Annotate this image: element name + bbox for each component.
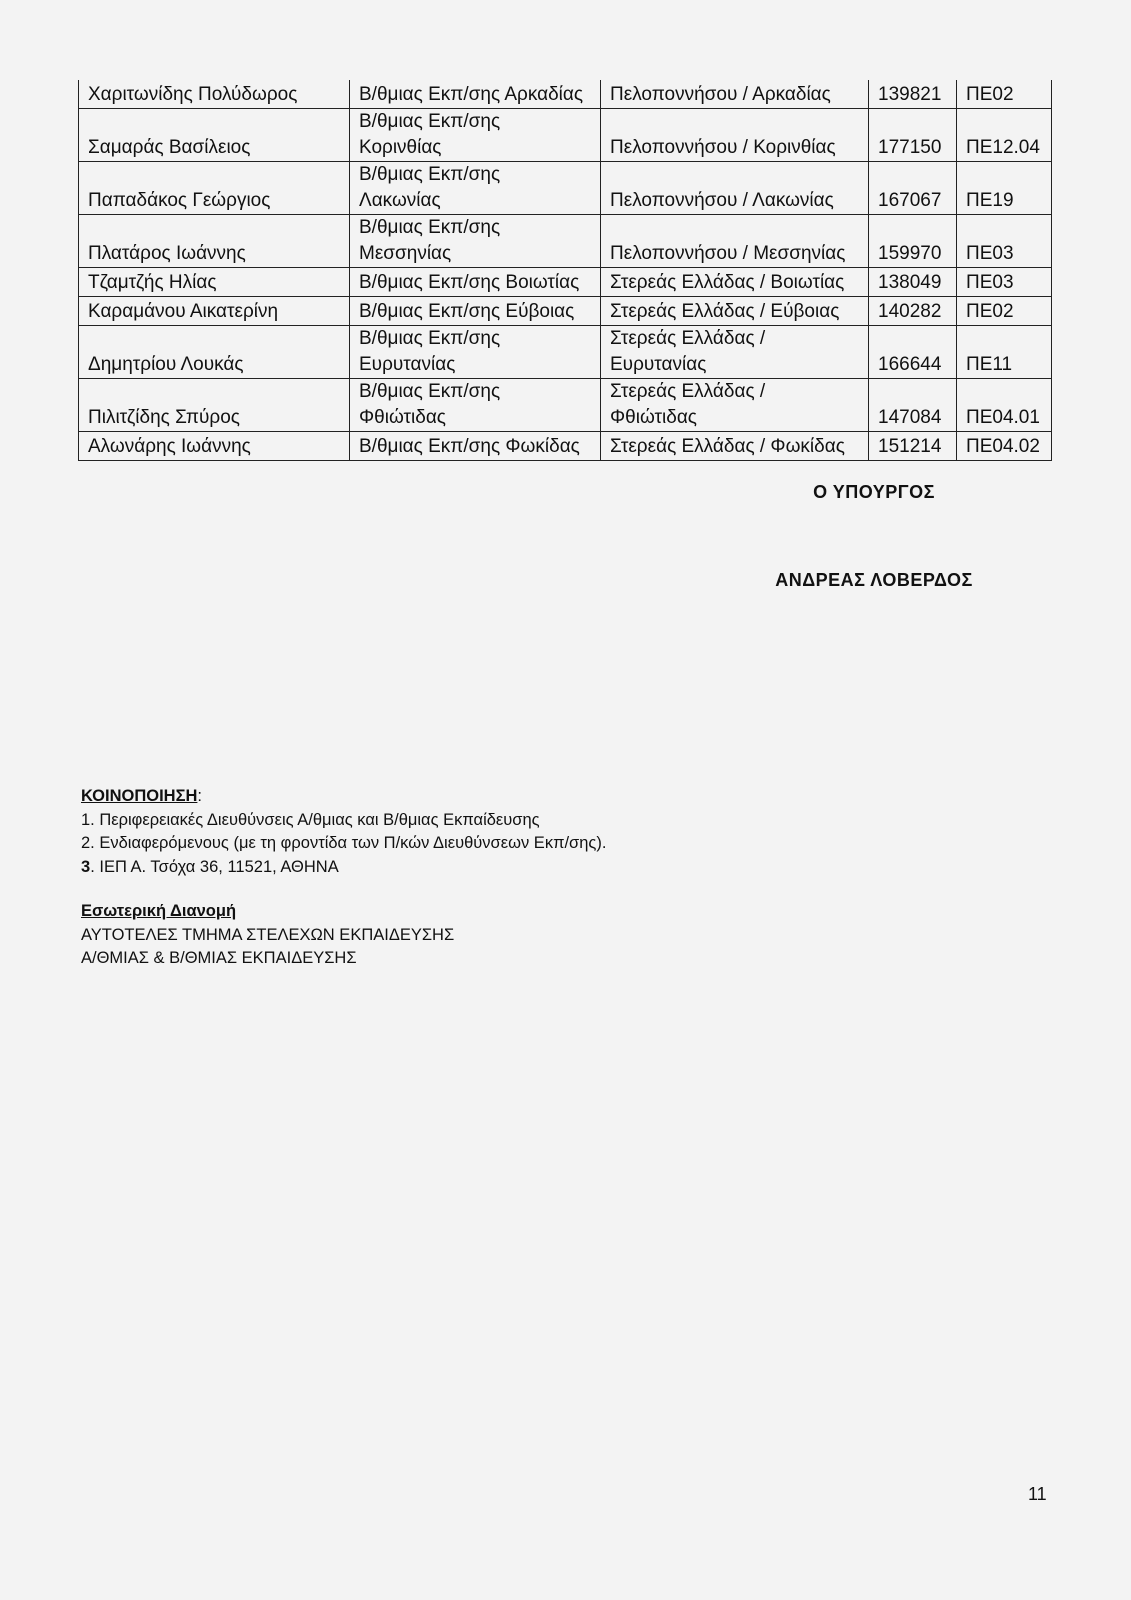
specialty-cell: ΠΕ02 [957,80,1052,109]
region-cell: Στερεάς Ελλάδας / Βοιωτίας [601,268,869,297]
name-cell: Χαριτωνίδης Πολύδωρος [79,80,350,109]
registry-number-cell: 159970 [869,215,957,268]
table-row [79,80,1052,109]
name-cell: Αλωνάρης Ιωάννης [79,432,350,461]
region-cell: Στερεάς Ελλάδας / Ευρυτανίας [601,326,869,379]
notification-item-text: Περιφερειακές Διευθύνσεις Α/θμιας και Β/θμιας Εκπαίδευσης [94,810,540,829]
specialty-cell: ΠΕ19 [957,162,1052,215]
specialty-cell: ΠΕ03 [957,268,1052,297]
internal-distribution-line: ΑΥΤΟΤΕΛΕΣ ΤΜΗΜΑ ΣΤΕΛΕΧΩΝ ΕΚΠΑΙΔΕΥΣΗΣ [81,925,455,944]
table-row [79,326,1052,379]
internal-distribution-block [81,900,454,971]
region-cell: Πελοποννήσου / Μεσσηνίας [601,215,869,268]
notification-item-number: 3 [81,857,91,876]
notification-heading-colon: : [197,787,202,805]
table-row [79,215,1052,268]
specialty-cell: ΠΕ02 [957,297,1052,326]
registry-number-cell: 151214 [869,432,957,461]
directorate-cell: Β/θμιας Εκπ/σης Βοιωτίας [350,268,601,297]
notification-item [81,832,606,856]
table-row [79,268,1052,297]
registry-number-cell: 177150 [869,109,957,162]
signatory-title: Ο ΥΠΟΥΡΓΟΣ [813,482,935,502]
internal-distribution-heading: Εσωτερική Διανομή [81,902,237,920]
specialty-cell: ΠΕ03 [957,215,1052,268]
name-cell: Πιλιτζίδης Σπύρος [79,379,350,432]
internal-distribution-heading-line [81,900,454,924]
region-cell: Στερεάς Ελλάδας / Φθιώτιδας [601,379,869,432]
directorate-cell: Β/θμιας Εκπ/σης Μεσσηνίας [350,215,601,268]
directorate-cell: Β/θμιας Εκπ/σης Κορινθίας [350,109,601,162]
notification-block [81,785,606,879]
notification-item [81,856,606,880]
registry-number-cell: 147084 [869,379,957,432]
notification-heading: ΚΟΙΝΟΠΟΙΗΣΗ [81,787,198,805]
specialty-cell: ΠΕ04.01 [957,379,1052,432]
specialty-cell: ΠΕ12.04 [957,109,1052,162]
name-cell: Δημητρίου Λουκάς [79,326,350,379]
region-cell: Πελοποννήσου / Λακωνίας [601,162,869,215]
table-row [79,432,1052,461]
region-cell: Στερεάς Ελλάδας / Εύβοιας [601,297,869,326]
region-cell: Πελοποννήσου / Κορινθίας [601,109,869,162]
directorate-cell: Β/θμιας Εκπ/σης Εύβοιας [350,297,601,326]
directorate-cell: Β/θμιας Εκπ/σης Φωκίδας [350,432,601,461]
internal-distribution-line: Α/ΘΜΙΑΣ & Β/ΘΜΙΑΣ ΕΚΠΑΙΔΕΥΣΗΣ [81,949,357,967]
signatory-name: ΑΝΔΡΕΑΣ ΛΟΒΕΡΔΟΣ [775,570,973,590]
notification-heading-line [81,785,606,809]
directorate-cell: Β/θμιας Εκπ/σης Αρκαδίας [350,80,601,109]
notification-item-number: 1. [81,810,95,829]
registry-number-cell: 167067 [869,162,957,215]
notification-item-text: . ΙΕΠ Α. Τσόχα 36, 11521, ΑΘΗΝΑ [90,857,339,876]
directorate-cell: Β/θμιας Εκπ/σης Λακωνίας [350,162,601,215]
name-cell: Τζαμτζής Ηλίας [79,268,350,297]
specialty-cell: ΠΕ11 [957,326,1052,379]
appointments-table [78,80,1052,461]
name-cell: Καραμάνου Αικατερίνη [79,297,350,326]
registry-number-cell: 138049 [869,268,957,297]
registry-number-cell: 140282 [869,297,957,326]
notification-item-number: 2. [81,834,95,852]
region-cell: Πελοποννήσου / Αρκαδίας [601,80,869,109]
notification-item [81,809,606,833]
registry-number-cell: 139821 [869,80,957,109]
table-row [79,379,1052,432]
table-row [79,162,1052,215]
directorate-cell: Β/θμιας Εκπ/σης Ευρυτανίας [350,326,601,379]
specialty-cell: ΠΕ04.02 [957,432,1052,461]
name-cell: Σαμαράς Βασίλειος [79,109,350,162]
directorate-cell: Β/θμιας Εκπ/σης Φθιώτιδας [350,379,601,432]
page-number: 11 [1028,1484,1047,1504]
notification-item-text: Ενδιαφερόμενους (με τη φροντίδα των Π/κών Διευθύνσεων Εκπ/σης). [94,834,607,852]
table-row [79,109,1052,162]
registry-number-cell: 166644 [869,326,957,379]
region-cell: Στερεάς Ελλάδας / Φωκίδας [601,432,869,461]
name-cell: Πλατάρος Ιωάννης [79,215,350,268]
name-cell: Παπαδάκος Γεώργιος [79,162,350,215]
table-row [79,297,1052,326]
